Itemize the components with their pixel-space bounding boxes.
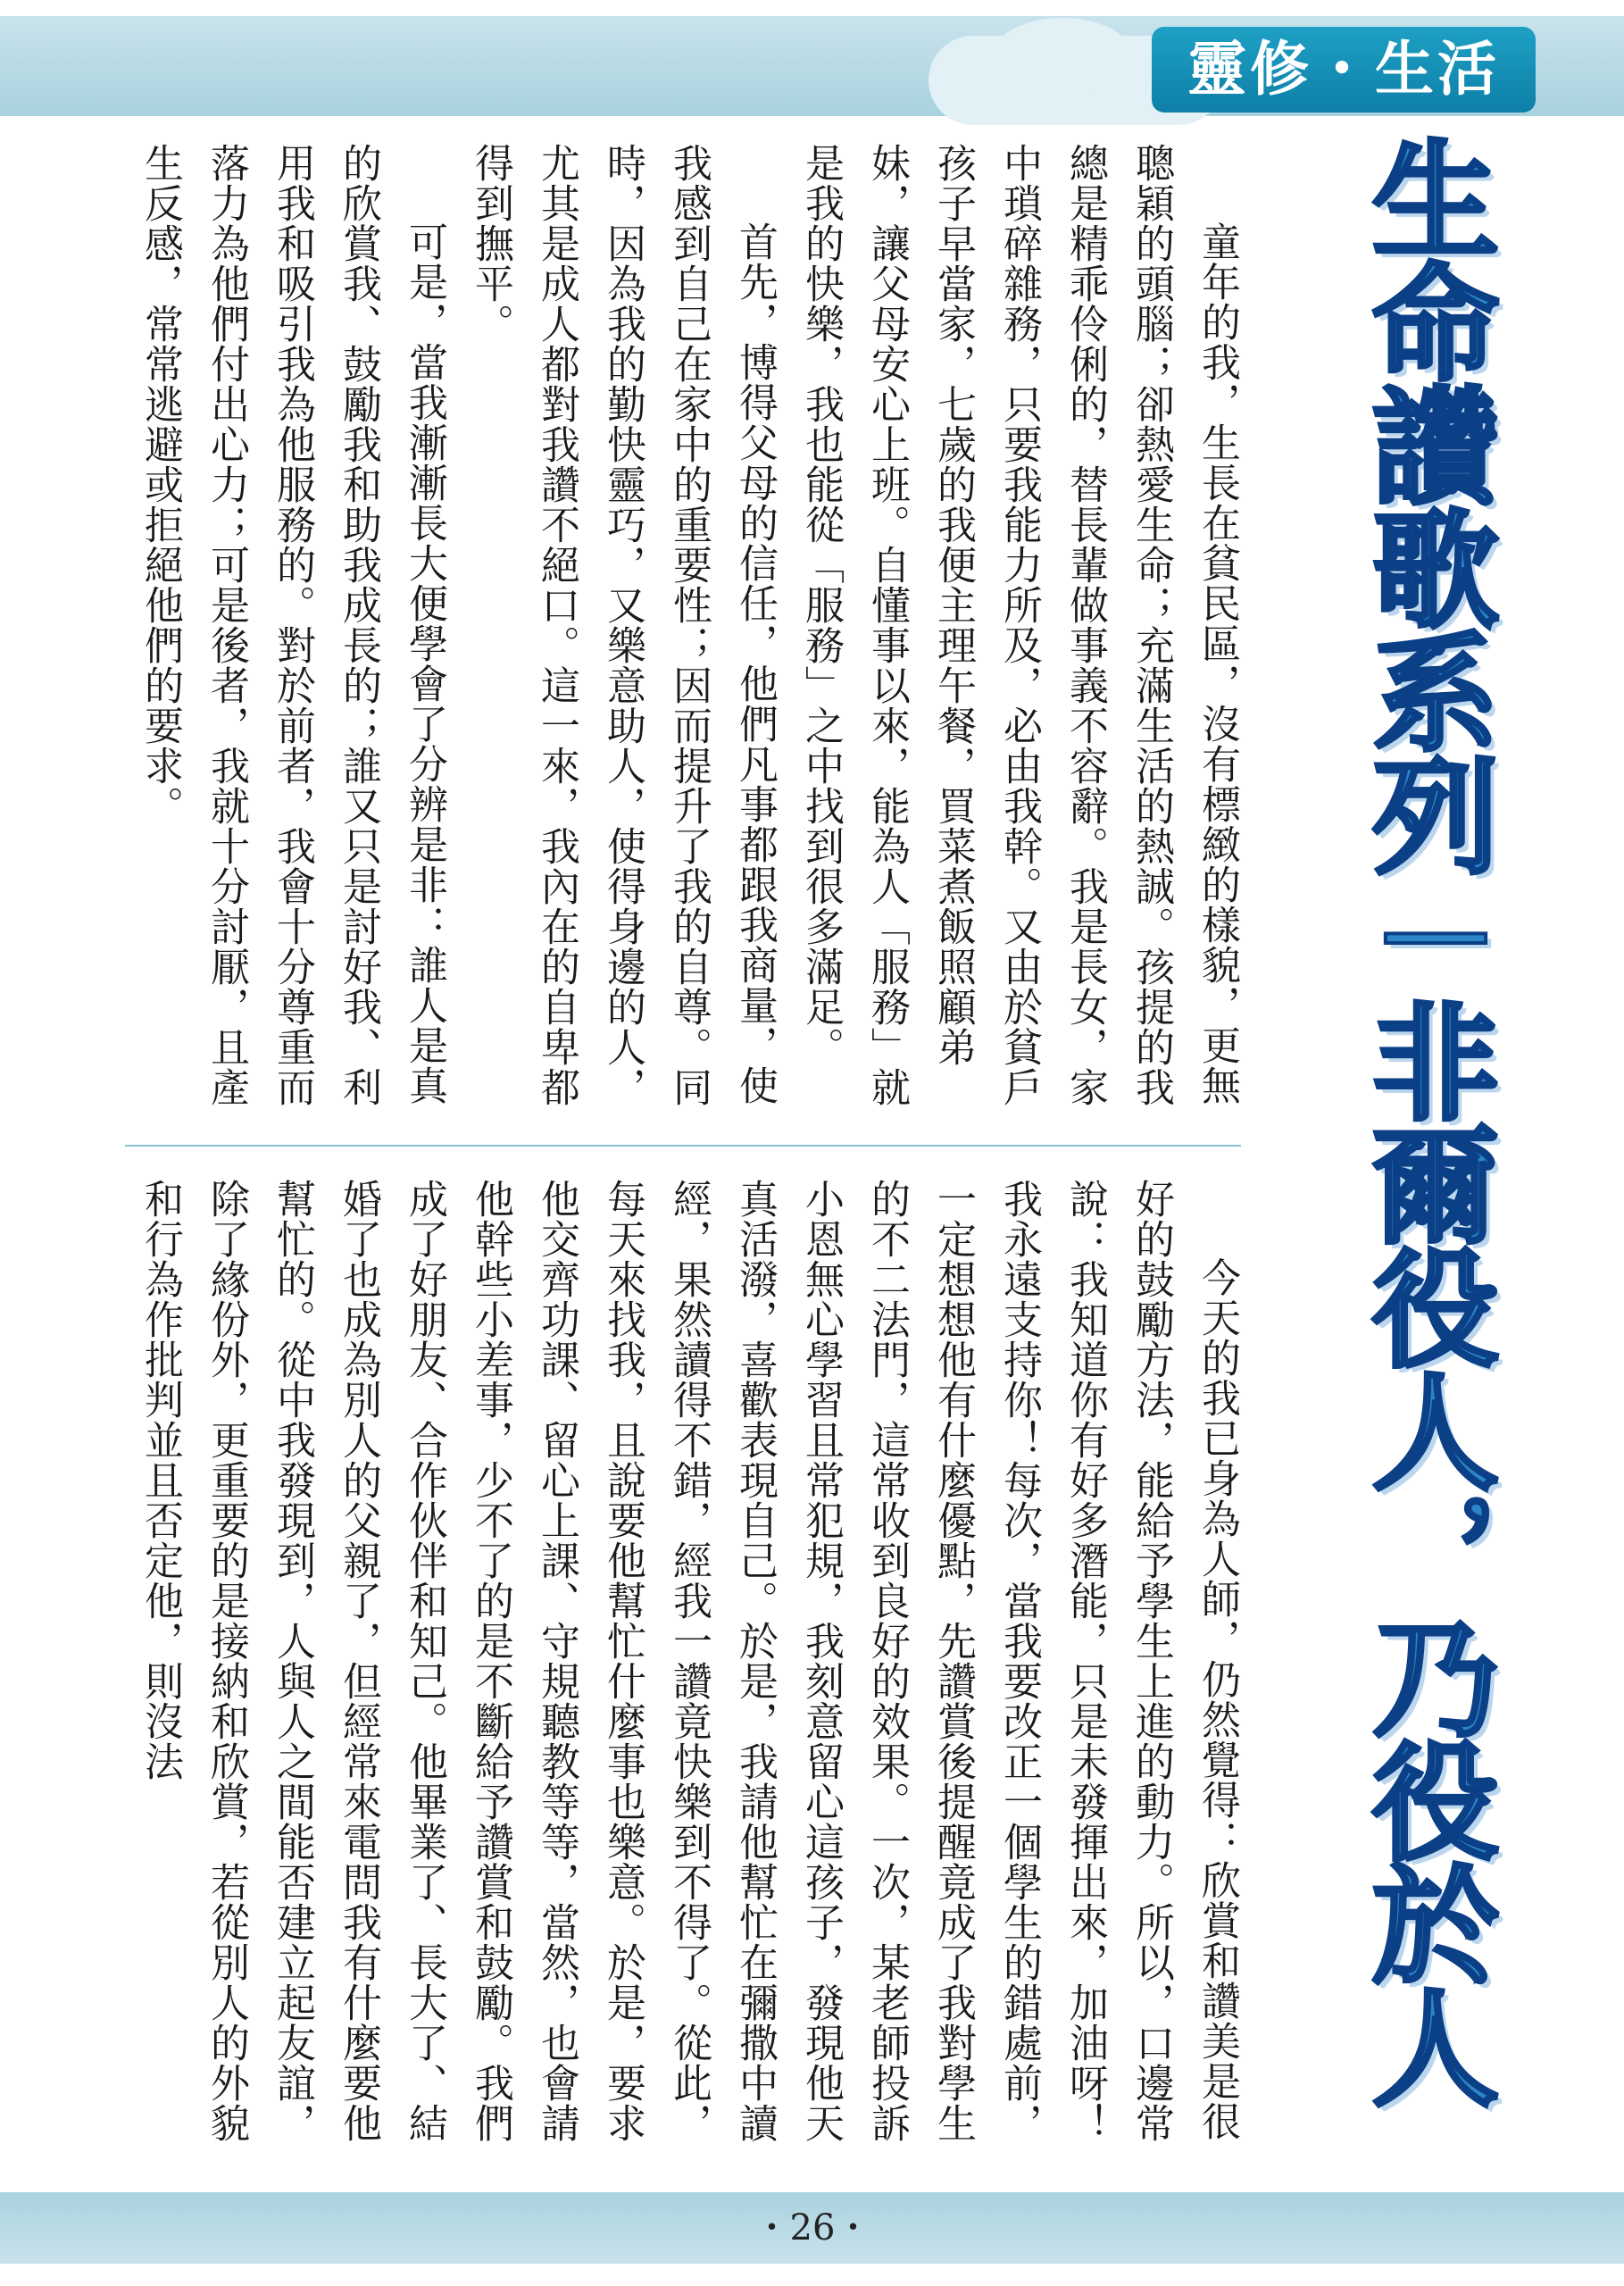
section-divider [125, 1145, 1241, 1147]
article-lower-section [116, 1179, 1250, 2179]
paragraph-upper-2: 首先，博得父母的信任，他們凡事都跟我商量，使我感到自己在家中的重要性；因而提升了我的自尊。同時，因為我的勤快靈巧，又樂意助人，使得身邊的人，尤其是成人都對我讚不絕口。這一來，我內在的自卑都得到撫平。 [468, 143, 778, 1107]
page-number: ・26・ [754, 2207, 871, 2248]
paragraph-upper-1: 童年的我，生長在貧民區，沒有標緻的樣貌，更無聰穎的頭腦；卻熱愛生命；充滿生活的熱誠。孩提的我總是精乖伶俐的，替長輩做事義不容辭。我是長女，家中瑣碎雜務，只要我能力所及，必由我幹。又由於貧戶孩子早當家，七歲的我便主理午餐，買菜煮飯照顧弟妹，讓父母安心上班。自懂事以來，能為人「服務」就是我的快樂，我也能從「服務」之中找到很多滿足。 [798, 143, 1240, 1107]
section-title: 靈修・生活 [1187, 35, 1500, 104]
article-title: 生命讚歌系列－非爾役人，乃役於人 [1351, 134, 1498, 2106]
paragraph-lower-1: 今天的我已身為人師，仍然覺得：欣賞和讚美是很好的鼓勵方法，能給予學生上進的動力。所以，口邊常說：我知道你有好多潛能，只是未發揮出來，加油呀！我永遠支持你！每次，當我要改正一個學生的錯處前，一定想想他有什麼優點，先讚賞後提醒竟成了我對學生的不二法門，這常收到良好的效果。一次，某老師投訴小恩無心學習且常犯規，我刻意留心這孩子，發現他天真活潑，喜歡表現自己。於是，我請他幫忙在彌撒中讀經，果然讀得不錯，經我一讚竟快樂到不得了。從此，每天來找我，且說要他幫忙什麼事也樂意。於是，要求他交齊功課、留心上課、守規聽教等等，當然，也會請他幹些小差事，少不了的是不斷給予讚賞和鼓勵。我們成了好朋友、合作伙伴和知己。他畢業了、長大了、結婚了也成為別人的父親了，但經常來電問我有什麼要他幫忙的。從中我發現到，人與人之間能否建立起友誼，除了緣份外，更重要的是接納和欣賞，若從別人的外貌和行為作批判並且否定他，則沒法 [137, 1179, 1240, 2143]
paragraph-upper-3: 可是，當我漸漸長大便學會了分辨是非：誰人是真的欣賞我、鼓勵我和助我成長的；誰又只是討好我、利用我和吸引我為他服務的。對於前者，我會十分尊重而落力為他們付出心力；可是後者，我就十分討厭，且產生反感，常常逃避或拒絕他們的要求。 [137, 143, 447, 1107]
header-cloud-decoration-2 [991, 18, 1134, 98]
article-upper-section [116, 143, 1250, 1134]
